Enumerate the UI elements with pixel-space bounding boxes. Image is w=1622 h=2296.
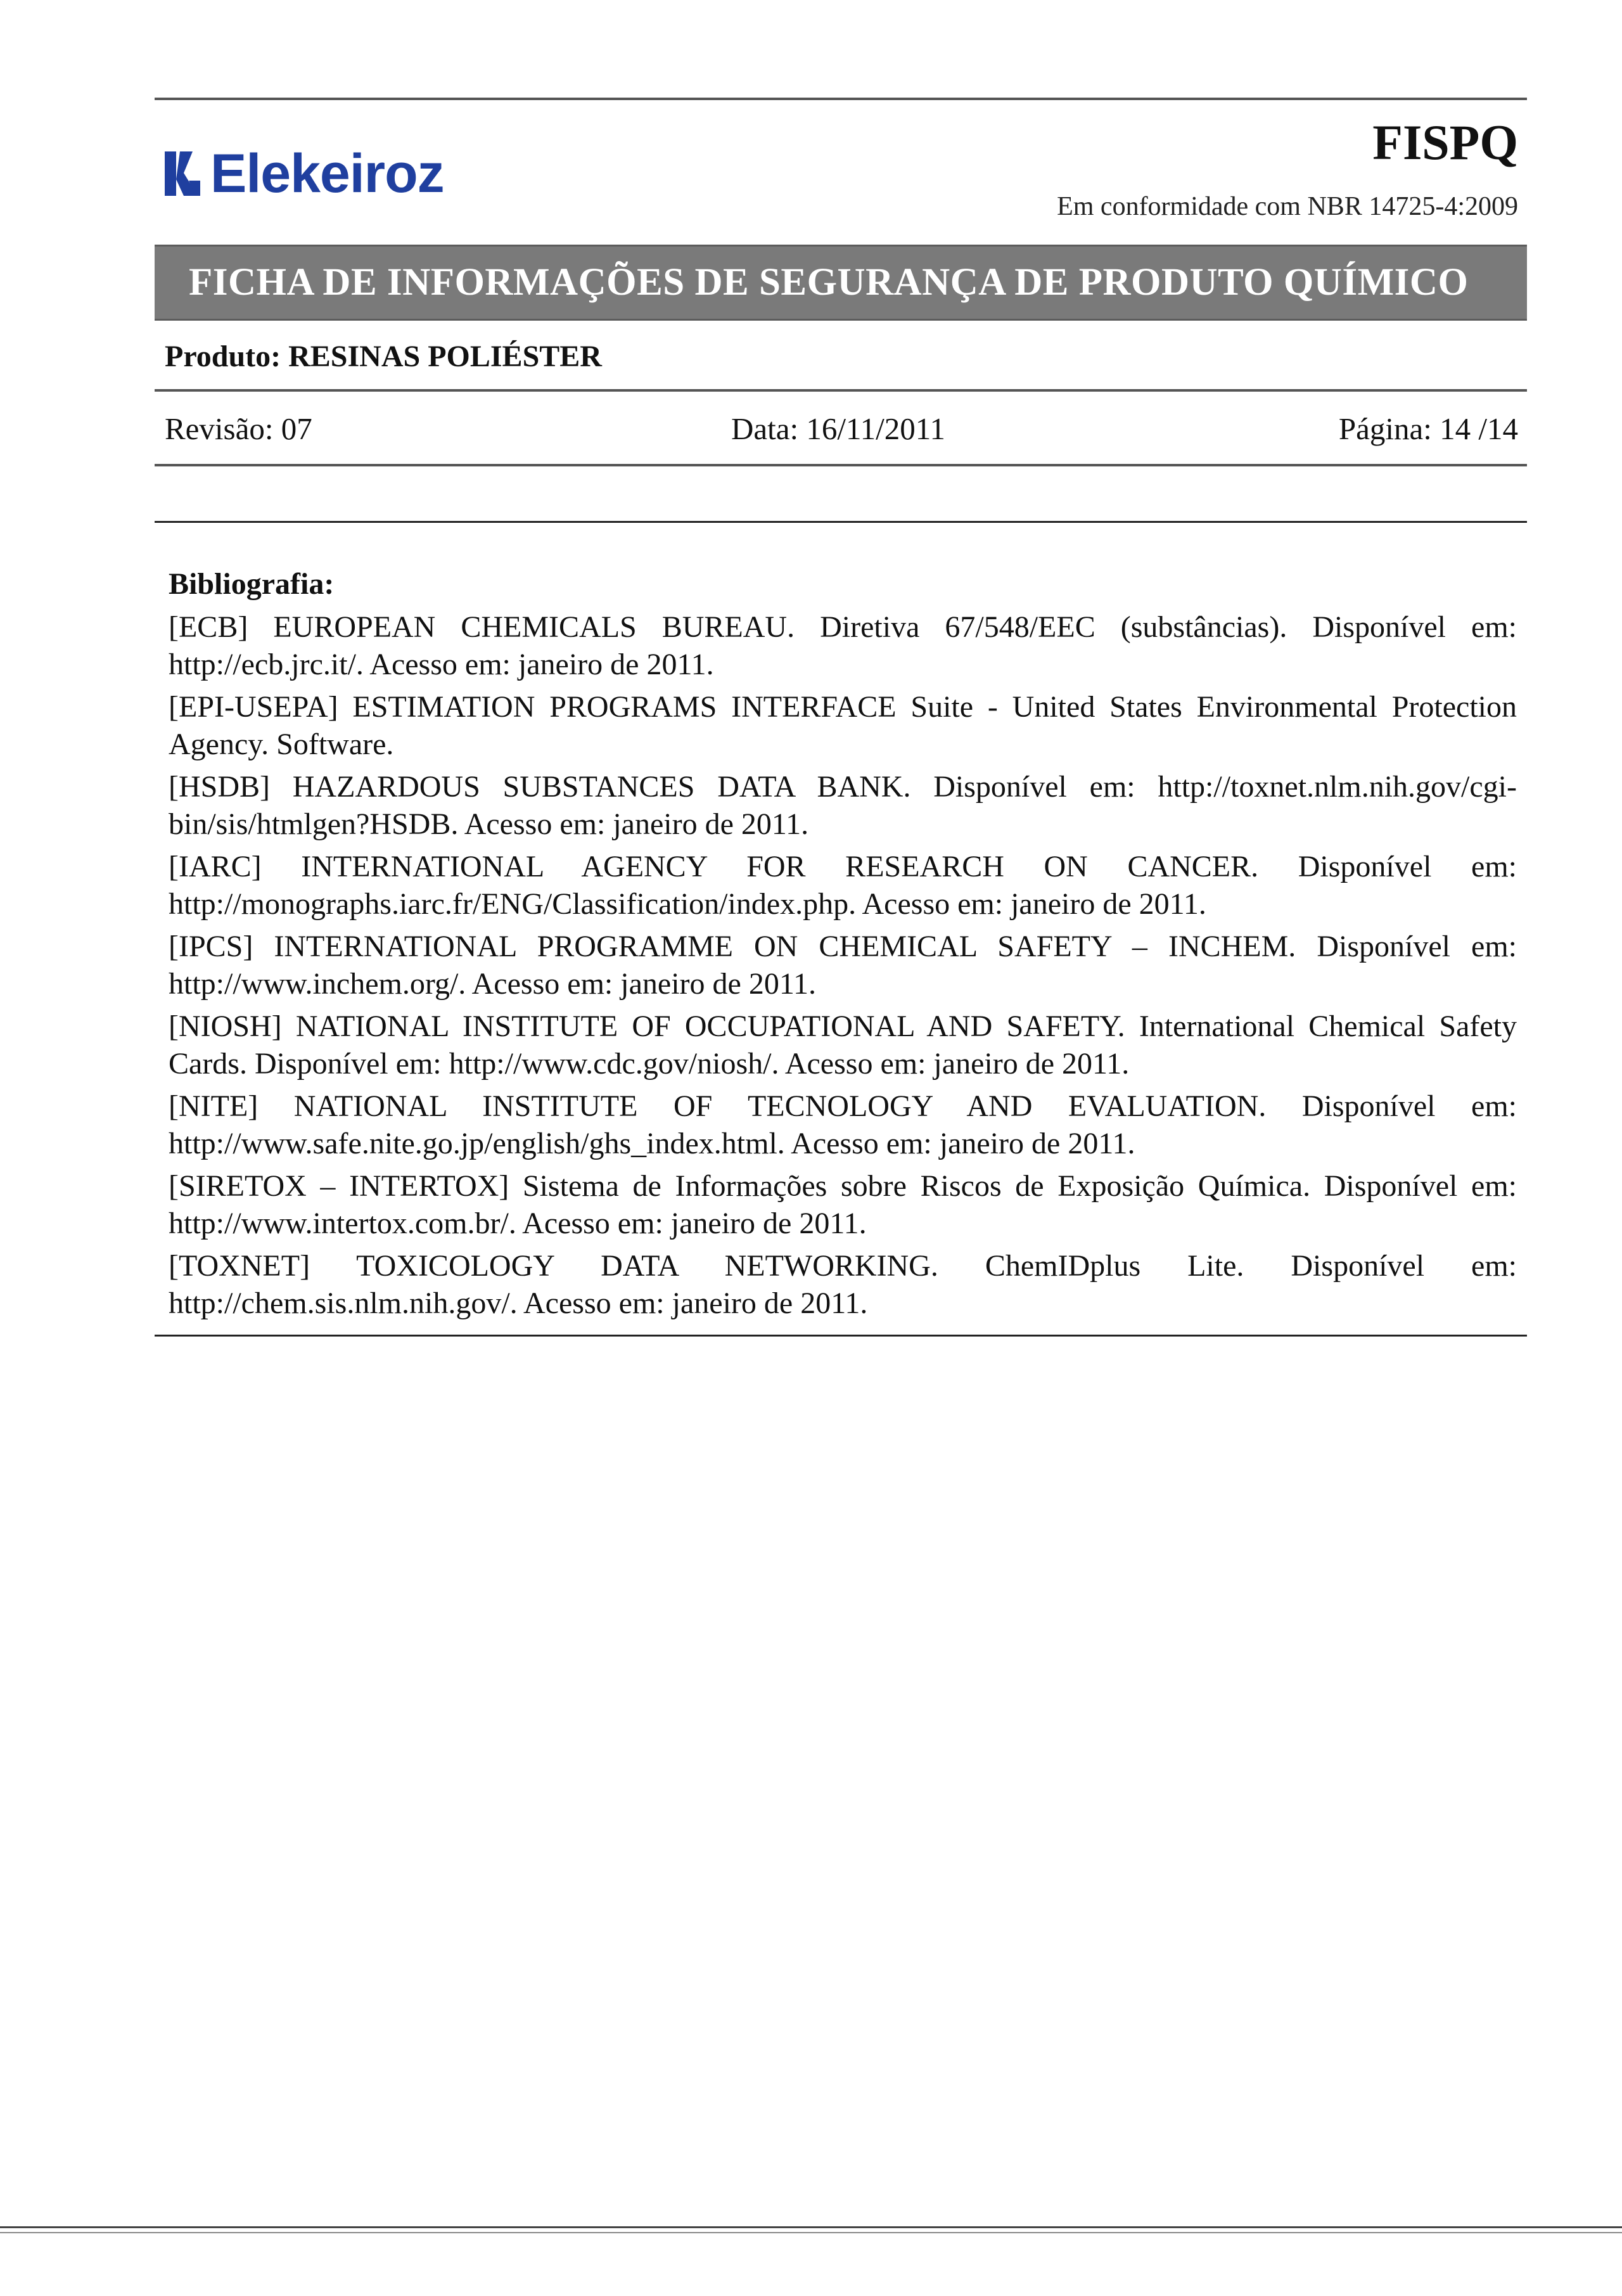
- document-code: FISPQ: [1372, 115, 1518, 170]
- bibliography-entry-iarc: [IARC] INTERNATIONAL AGENCY FOR RESEARCH ON CANCER. Disponível em: http://monographs.iarc.fr/ENG/Classification/index.php. Acesso em: janeiro de 2011.: [169, 850, 1517, 921]
- document-title: FICHA DE INFORMAÇÕES DE SEGURANÇA DE PRODUTO QUÍMICO: [189, 261, 1469, 304]
- bibliography-entry-epi-usepa: [EPI-USEPA] ESTIMATION PROGRAMS INTERFACE Suite - United States Environmental Protection Agency. Software.: [169, 690, 1517, 761]
- conformity-note: Em conformidade com NBR 14725-4:2009: [1057, 192, 1518, 221]
- meta-rule: [155, 464, 1527, 466]
- product-rule: [155, 389, 1527, 392]
- elekeiroz-logo-icon: [163, 148, 201, 200]
- bibliography-entry-niosh: [NIOSH] NATIONAL INSTITUTE OF OCCUPATIONAL AND SAFETY. International Chemical Safety Cards. Disponível em: http://www.cdc.gov/niosh/. Acesso em: janeiro de 2011.: [169, 1010, 1517, 1081]
- section-bottom-rule: [155, 1335, 1527, 1337]
- logo-text: Elekeiroz: [210, 143, 444, 204]
- date-label: Data: 16/11/2011: [731, 411, 945, 446]
- bibliography-list: [169, 608, 1517, 1327]
- header-top-rule: [155, 98, 1527, 100]
- title-band: [155, 245, 1527, 321]
- bibliography-entry-siretox: [SIRETOX – INTERTOX] Sistema de Informações sobre Riscos de Exposição Química. Disponível em: http://www.intertox.com.br/. Acesso em: janeiro de 2011.: [169, 1169, 1517, 1240]
- page-number: Página: 14 /14: [1338, 411, 1518, 446]
- bibliography-entry-nite: [NITE] NATIONAL INSTITUTE OF TECNOLOGY AND EVALUATION. Disponível em: http://www.safe.nite.go.jp/english/ghs_index.html. Acesso em: janeiro de 2011.: [169, 1089, 1517, 1160]
- footer-rule: [0, 2226, 1622, 2228]
- bibliography-heading: Bibliografia:: [169, 567, 335, 601]
- bibliography-entry-ecb: [ECB] EUROPEAN CHEMICALS BUREAU. Diretiva 67/548/EEC (substâncias). Disponível em: http://ecb.jrc.it/. Acesso em: janeiro de 2011.: [169, 610, 1517, 681]
- section-top-rule: [155, 521, 1527, 523]
- bibliography-entry-toxnet: [TOXNET] TOXICOLOGY DATA NETWORKING. ChemIDplus Lite. Disponível em: http://chem.sis.nlm.nih.gov/. Acesso em: janeiro de 2011.: [169, 1249, 1517, 1320]
- bibliography-entry-hsdb: [HSDB] HAZARDOUS SUBSTANCES DATA BANK. Disponível em: http://toxnet.nlm.nih.gov/cgi-bin/sis/htmlgen?HSDB. Acesso em: janeiro de 2011.: [169, 770, 1517, 841]
- company-logo: [163, 142, 444, 205]
- revision-label: Revisão: 07: [165, 411, 312, 446]
- footer-rule-secondary: [0, 2232, 1622, 2233]
- product-name: Produto: RESINAS POLIÉSTER: [165, 340, 602, 373]
- bibliography-entry-ipcs: [IPCS] INTERNATIONAL PROGRAMME ON CHEMICAL SAFETY – INCHEM. Disponível em: http://www.inchem.org/. Acesso em: janeiro de 2011.: [169, 930, 1517, 1001]
